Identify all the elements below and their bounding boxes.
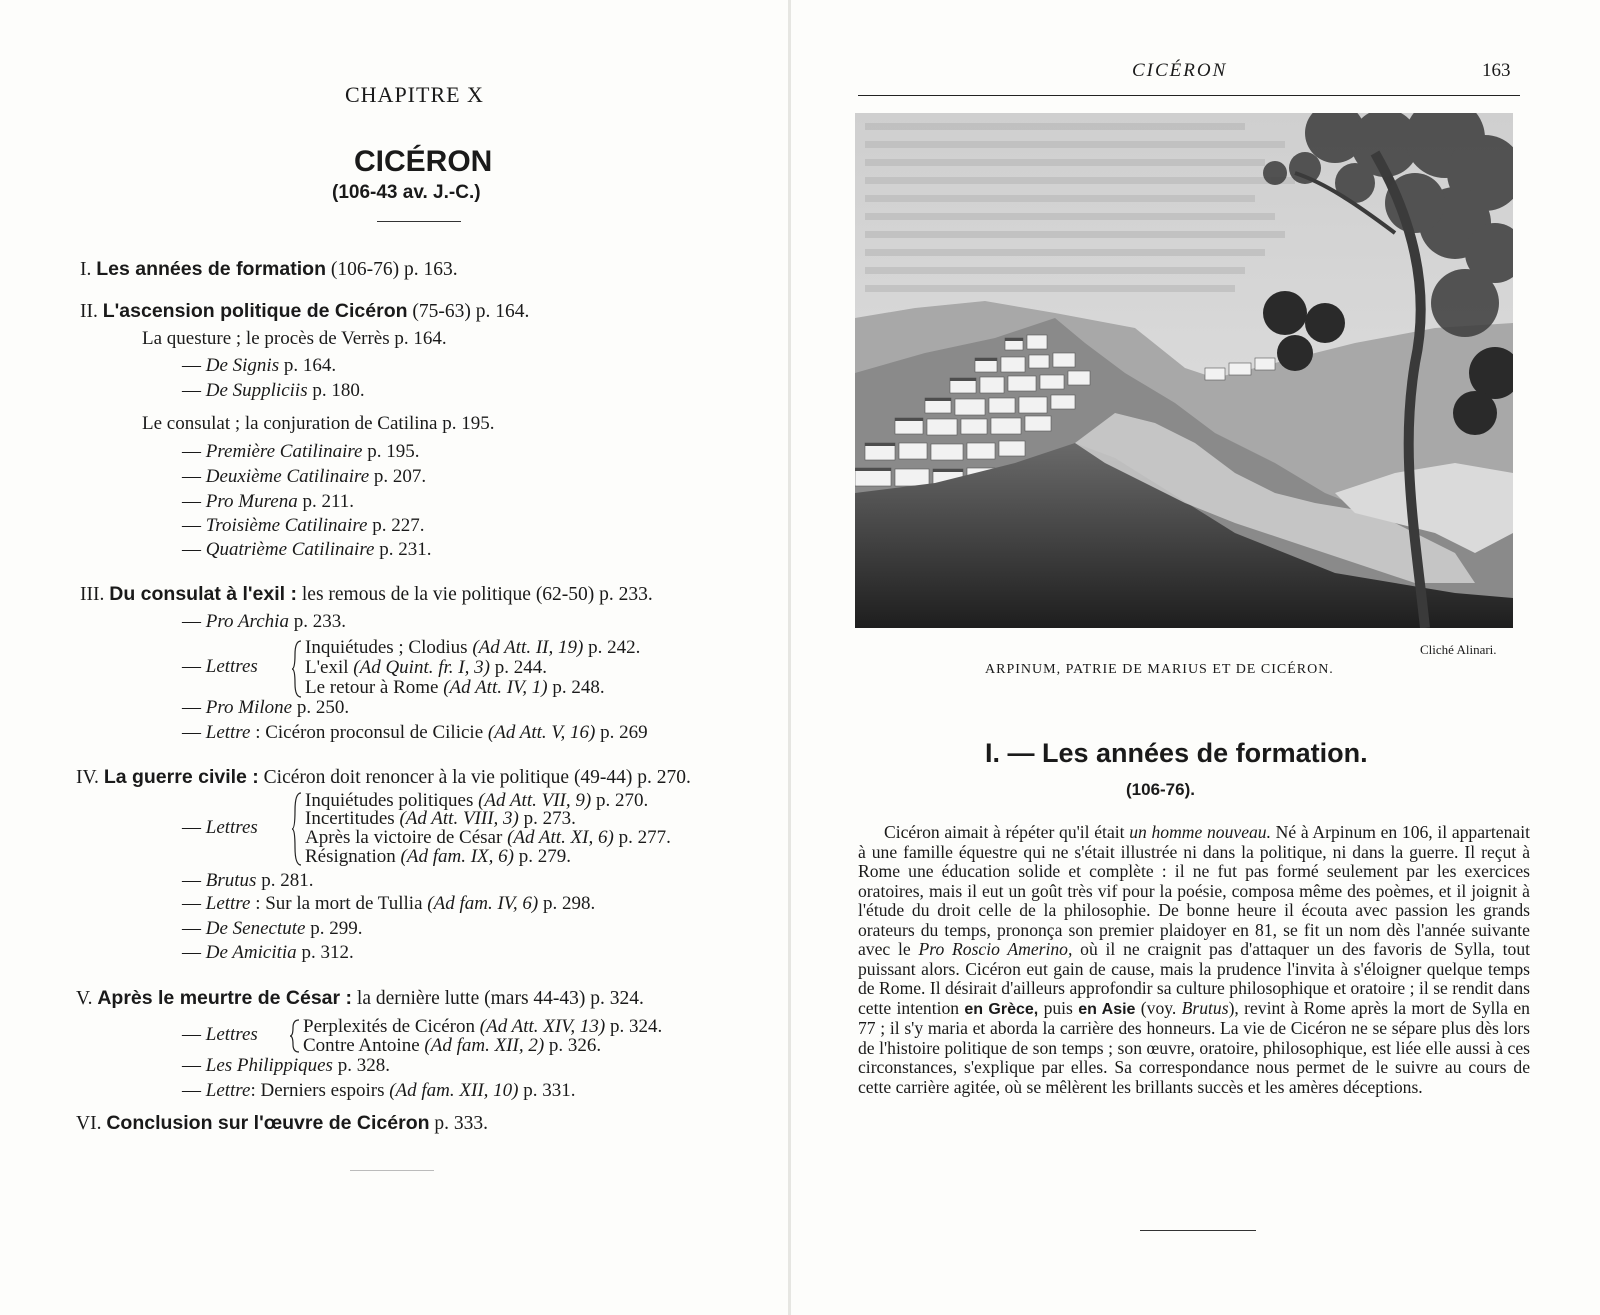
toc-entry: — Brutus p. 281. bbox=[182, 870, 314, 891]
toc-letter-item: Incertitudes (Ad Att. VIII, 3) p. 273. bbox=[305, 808, 576, 829]
table-of-contents bbox=[0, 0, 790, 1200]
toc-section: V. Après le meurtre de César : la dernière lutte (mars 44-43) p. 324. bbox=[76, 987, 644, 1009]
toc-entry: — Lettres bbox=[182, 1024, 258, 1045]
photo-credit: Cliché Alinari. bbox=[1420, 642, 1497, 657]
toc-entry: — Pro Milone p. 250. bbox=[182, 697, 350, 718]
photo-caption: ARPINUM, PATRIE DE MARIUS ET DE CICÉRON. bbox=[985, 662, 1334, 677]
brace-icon bbox=[292, 640, 302, 702]
end-divider-right bbox=[1140, 1230, 1256, 1231]
toc-entry: La questure ; le procès de Verrès p. 164. bbox=[142, 328, 447, 349]
toc-entry: — Deuxième Catilinaire p. 207. bbox=[182, 466, 427, 487]
toc-letter-item: Inquiétudes politiques (Ad Att. VII, 9) p. 270. bbox=[305, 790, 649, 811]
brace-icon bbox=[290, 1019, 300, 1057]
toc-entry: — Troisième Catilinaire p. 227. bbox=[182, 515, 425, 536]
toc-entry: — Quatrième Catilinaire p. 231. bbox=[182, 539, 432, 560]
toc-entry: — Lettre : Sur la mort de Tullia (Ad fam. IV, 6) p. 298. bbox=[182, 893, 596, 914]
end-divider bbox=[350, 1170, 434, 1171]
toc-entry: — Pro Murena p. 211. bbox=[182, 491, 355, 512]
chapter-title: CICÉRON bbox=[354, 145, 493, 178]
chapter-dates: (106-43 av. J.-C.) bbox=[332, 182, 481, 203]
toc-entry: — De Suppliciis p. 180. bbox=[182, 380, 365, 401]
left-page bbox=[0, 0, 790, 1315]
toc-letter-item: Perplexités de Cicéron (Ad Att. XIV, 13) p. 324. bbox=[303, 1016, 663, 1037]
toc-letter-item: Après la victoire de César (Ad Att. XI, 6) p. 277. bbox=[305, 827, 671, 848]
toc-letter-item: Contre Antoine (Ad fam. XII, 2) p. 326. bbox=[303, 1035, 602, 1056]
toc-entry: — De Senectute p. 299. bbox=[182, 918, 363, 939]
brace-icon bbox=[292, 792, 302, 870]
toc-entry: — Les Philippiques p. 328. bbox=[182, 1055, 390, 1076]
toc-letter-item: Inquiétudes ; Clodius (Ad Att. II, 19) p. 242. bbox=[305, 637, 641, 658]
toc-section: III. Du consulat à l'exil : les remous de la vie politique (62-50) p. 233. bbox=[80, 583, 653, 605]
toc-section: II. L'ascension politique de Cicéron (75-63) p. 164. bbox=[80, 300, 530, 322]
toc-letter-item: L'exil (Ad Quint. fr. I, 3) p. 244. bbox=[305, 657, 547, 678]
toc-entry: — Lettres bbox=[182, 656, 258, 677]
toc-section: I. Les années de formation (106-76) p. 163. bbox=[80, 258, 458, 280]
body-paragraph bbox=[858, 823, 1530, 1097]
body-paragraph-text: Cicéron aimait à répéter qu'il était un homme nouveau. Né à Arpinum en 106, il appartenait à une famille équestre qui ne s'était illustrée ni dans la politique, ni dans la guerre. Il reçut à Rome une éducation solide et complète : il ne fut pas formé seulement par les exercices oratoires, mais il eut un goût très vif pour la poésie, composa même des poèmes, et il joignit à l'étude du droit celle de la philosophie. De bonne heure il écouta avec passion les grands orateurs du temps, prononça son premier plaidoyer en 81, se fit un nom dès l'année suivante avec le Pro Roscio Amerino, où il ne craignit pas d'attaquer un des favoris de Sylla, tout puissant alors. Cicéron eut gain de cause, mais la prudence l'invita à s'éloigner quelque temps de Rome. Il désirait d'ailleurs approfondir sa culture philosophique et oratoire ; il se rendit dans cette intention en Grèce, puis en Asie (voy. Brutus), revint à Rome après la mort de Sylla en 77 ; il s'y maria et aborda la carrière des honneurs. La vie de Cicéron ne se sépare plus dès lors de l'histoire politique de son temps ; son œuvre, oratoire, philosophique, est liée elle aussi à ces circonstances, s'explique par elles. Sa correspondance nous permet de le suivre au cours de cette carrière agitée, où se mêlèrent les brillants succès et les amères déceptions. bbox=[858, 822, 1531, 1097]
chapter-label: CHAPITRE X bbox=[345, 82, 484, 107]
toc-entry: — De Amicitia p. 312. bbox=[182, 942, 354, 963]
toc-letter-item: Résignation (Ad fam. IX, 6) p. 279. bbox=[305, 846, 571, 867]
running-head: CICÉRON bbox=[1132, 60, 1228, 81]
toc-section: IV. La guerre civile : Cicéron doit renoncer à la vie politique (49-44) p. 270. bbox=[76, 766, 691, 788]
toc-letter-item: Le retour à Rome (Ad Att. IV, 1) p. 248. bbox=[305, 677, 605, 698]
toc-entry: — De Signis p. 164. bbox=[182, 355, 337, 376]
toc-entry: Le consulat ; la conjuration de Catilina p. 195. bbox=[142, 413, 495, 434]
section-title: I. — Les années de formation. bbox=[985, 738, 1368, 768]
toc-entry: — Pro Archia p. 233. bbox=[182, 611, 346, 632]
toc-entry: — Lettres bbox=[182, 817, 258, 838]
section-dates: (106-76). bbox=[1126, 780, 1195, 799]
toc-entry: — Première Catilinaire p. 195. bbox=[182, 441, 420, 462]
toc-entry: — Lettre : Cicéron proconsul de Cilicie (Ad Att. V, 16) p. 269 bbox=[182, 722, 648, 743]
page-number: 163 bbox=[1482, 60, 1511, 81]
header-rule bbox=[858, 95, 1520, 96]
arpinum-photo bbox=[855, 113, 1513, 628]
toc-section: VI. Conclusion sur l'œuvre de Cicéron p. 333. bbox=[76, 1112, 489, 1134]
toc-entry: — Lettre: Derniers espoirs (Ad fam. XII, 10) p. 331. bbox=[182, 1080, 576, 1101]
